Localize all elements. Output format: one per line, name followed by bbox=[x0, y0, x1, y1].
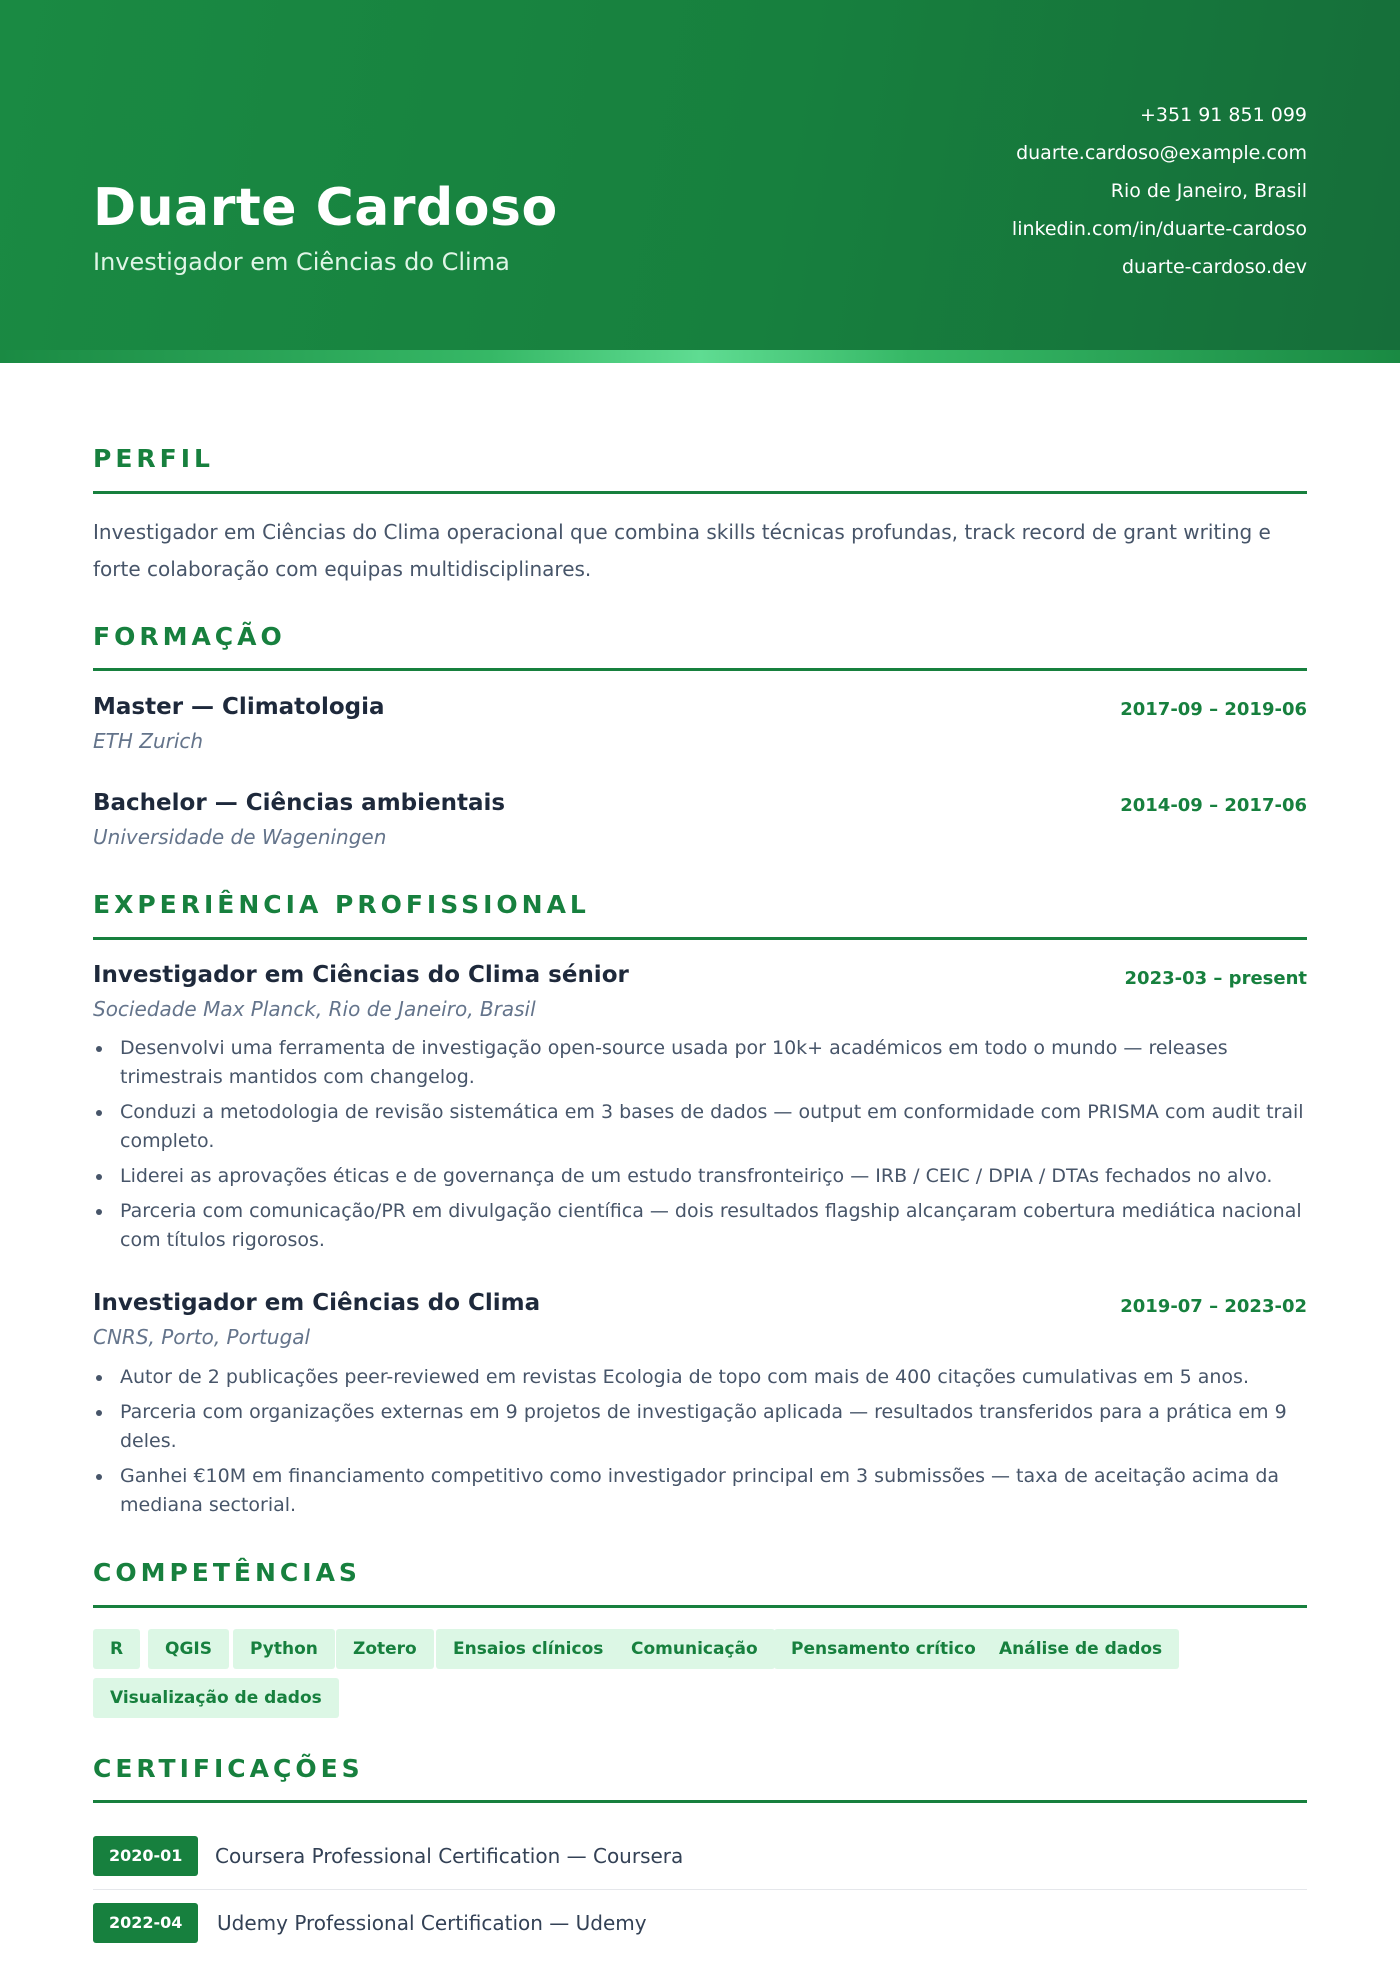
skill-chip: Ensaios clínicos bbox=[436, 1629, 620, 1669]
section-title-certifications: CERTIFICAÇÕES bbox=[93, 1754, 364, 1783]
bullet-text: Liderei as aprovações éticas e de governança de um estudo transfronteiriço — IRB / CEIC / DPIA / DTAs fechados no alvo. bbox=[120, 1165, 1273, 1187]
section-divider bbox=[93, 1800, 1307, 1803]
bullet-icon bbox=[96, 1110, 102, 1116]
skill-chip: Visualização de dados bbox=[93, 1678, 339, 1718]
list-item bbox=[93, 1197, 1307, 1255]
certification-date-badge: 2022-04 bbox=[93, 1903, 198, 1943]
bullet-icon bbox=[96, 1046, 102, 1052]
section-title-skills: COMPETÊNCIAS bbox=[93, 1558, 361, 1587]
skill-chip: QGIS bbox=[148, 1629, 229, 1669]
job-role: Investigador em Ciências do Clima sénior bbox=[93, 962, 629, 988]
bullet-text: Conduzi a metodologia de revisão sistemática em 3 bases de dados — output em conformidade com PRISMA com audit trail completo. bbox=[120, 1101, 1304, 1152]
education-degree: Master — Climatologia bbox=[93, 694, 385, 720]
bullet-icon bbox=[96, 1209, 102, 1215]
job-organization: CNRS, Porto, Portugal bbox=[93, 1325, 311, 1349]
resume-header bbox=[0, 0, 1400, 350]
list-item bbox=[93, 1034, 1307, 1092]
education-dates: 2014-09 – 2017-06 bbox=[1120, 795, 1307, 816]
certification-row bbox=[93, 1836, 1307, 1876]
bullet-text: Parceria com organizações externas em 9 projetos de investigação aplicada — resultados transferidos para a prática em 9 deles. bbox=[120, 1401, 1287, 1452]
education-dates: 2017-09 – 2019-06 bbox=[1120, 699, 1307, 720]
certification-date-badge: 2020-01 bbox=[93, 1836, 198, 1876]
education-school: Universidade de Wageningen bbox=[93, 825, 387, 849]
section-title-experience: EXPERIÊNCIA PROFISSIONAL bbox=[93, 890, 590, 919]
list-item bbox=[93, 1363, 1307, 1392]
certification-row bbox=[93, 1903, 1307, 1943]
contact-linkedin[interactable]: linkedin.com/in/duarte-cardoso bbox=[1011, 218, 1307, 240]
section-divider bbox=[93, 491, 1307, 494]
section-divider bbox=[93, 668, 1307, 671]
certification-name: Coursera Professional Certification — Coursera bbox=[215, 1844, 684, 1868]
list-item bbox=[93, 1398, 1307, 1456]
list-item bbox=[93, 1162, 1307, 1191]
skill-chip: Comunicação bbox=[614, 1629, 775, 1669]
certification-divider bbox=[93, 1889, 1307, 1890]
profile-summary: Investigador em Ciências do Clima operacional que combina skills técnicas profundas, track record de grant writing e forte colaboração com equipas multidisciplinares. bbox=[93, 520, 1271, 581]
bullet-text: Ganhei €10M em financiamento competitivo como investigador principal em 3 submissões — taxa de aceitação acima da mediana sectorial. bbox=[120, 1465, 1280, 1516]
contact-location: Rio de Janeiro, Brasil bbox=[1110, 180, 1307, 202]
certification-name: Udemy Professional Certification — Udemy bbox=[217, 1911, 647, 1935]
job-bullet-list bbox=[93, 1363, 1307, 1526]
job-bullet-list bbox=[93, 1034, 1307, 1261]
skill-chip: R bbox=[93, 1629, 140, 1669]
skill-chip: Python bbox=[233, 1629, 335, 1669]
education-degree: Bachelor — Ciências ambientais bbox=[93, 790, 506, 816]
candidate-name: Duarte Cardoso bbox=[93, 178, 558, 238]
bullet-icon bbox=[96, 1474, 102, 1480]
bullet-text: Parceria com comunicação/PR em divulgação científica — dois resultados flagship alcançaram cobertura mediática nacional com títulos rigorosos. bbox=[120, 1200, 1302, 1251]
section-title-education: FORMAÇÃO bbox=[93, 622, 286, 651]
skill-chip: Análise de dados bbox=[982, 1629, 1179, 1669]
bullet-text: Autor de 2 publicações peer-reviewed em revistas Ecologia de topo com mais de 400 citações cumulativas em 5 anos. bbox=[120, 1366, 1249, 1388]
bullet-icon bbox=[96, 1375, 102, 1381]
candidate-title: Investigador em Ciências do Clima bbox=[93, 248, 510, 276]
job-dates: 2023-03 – present bbox=[1124, 968, 1307, 989]
bullet-icon bbox=[96, 1410, 102, 1416]
skill-chip: Pensamento crítico bbox=[774, 1629, 993, 1669]
header-accent-bar bbox=[0, 350, 1400, 363]
education-school: ETH Zurich bbox=[93, 729, 204, 753]
job-role: Investigador em Ciências do Clima bbox=[93, 1290, 541, 1316]
contact-list bbox=[1012, 96, 1307, 286]
section-divider bbox=[93, 937, 1307, 940]
contact-phone: +351 91 851 099 bbox=[1139, 104, 1307, 126]
section-title-profile: PERFIL bbox=[93, 444, 214, 473]
contact-website[interactable]: duarte-cardoso.dev bbox=[1121, 256, 1307, 278]
job-dates: 2019-07 – 2023-02 bbox=[1120, 1296, 1307, 1317]
list-item bbox=[93, 1462, 1307, 1520]
skill-chip: Zotero bbox=[336, 1629, 434, 1669]
bullet-text: Desenvolvi uma ferramenta de investigação open-source usada por 10k+ académicos em todo o mundo — releases trimestrais mantidos com changelog. bbox=[120, 1037, 1228, 1088]
section-divider bbox=[93, 1605, 1307, 1608]
list-item bbox=[93, 1098, 1307, 1156]
contact-email[interactable]: duarte.cardoso@example.com bbox=[1016, 142, 1307, 164]
job-organization: Sociedade Max Planck, Rio de Janeiro, Brasil bbox=[93, 997, 536, 1021]
bullet-icon bbox=[96, 1174, 102, 1180]
